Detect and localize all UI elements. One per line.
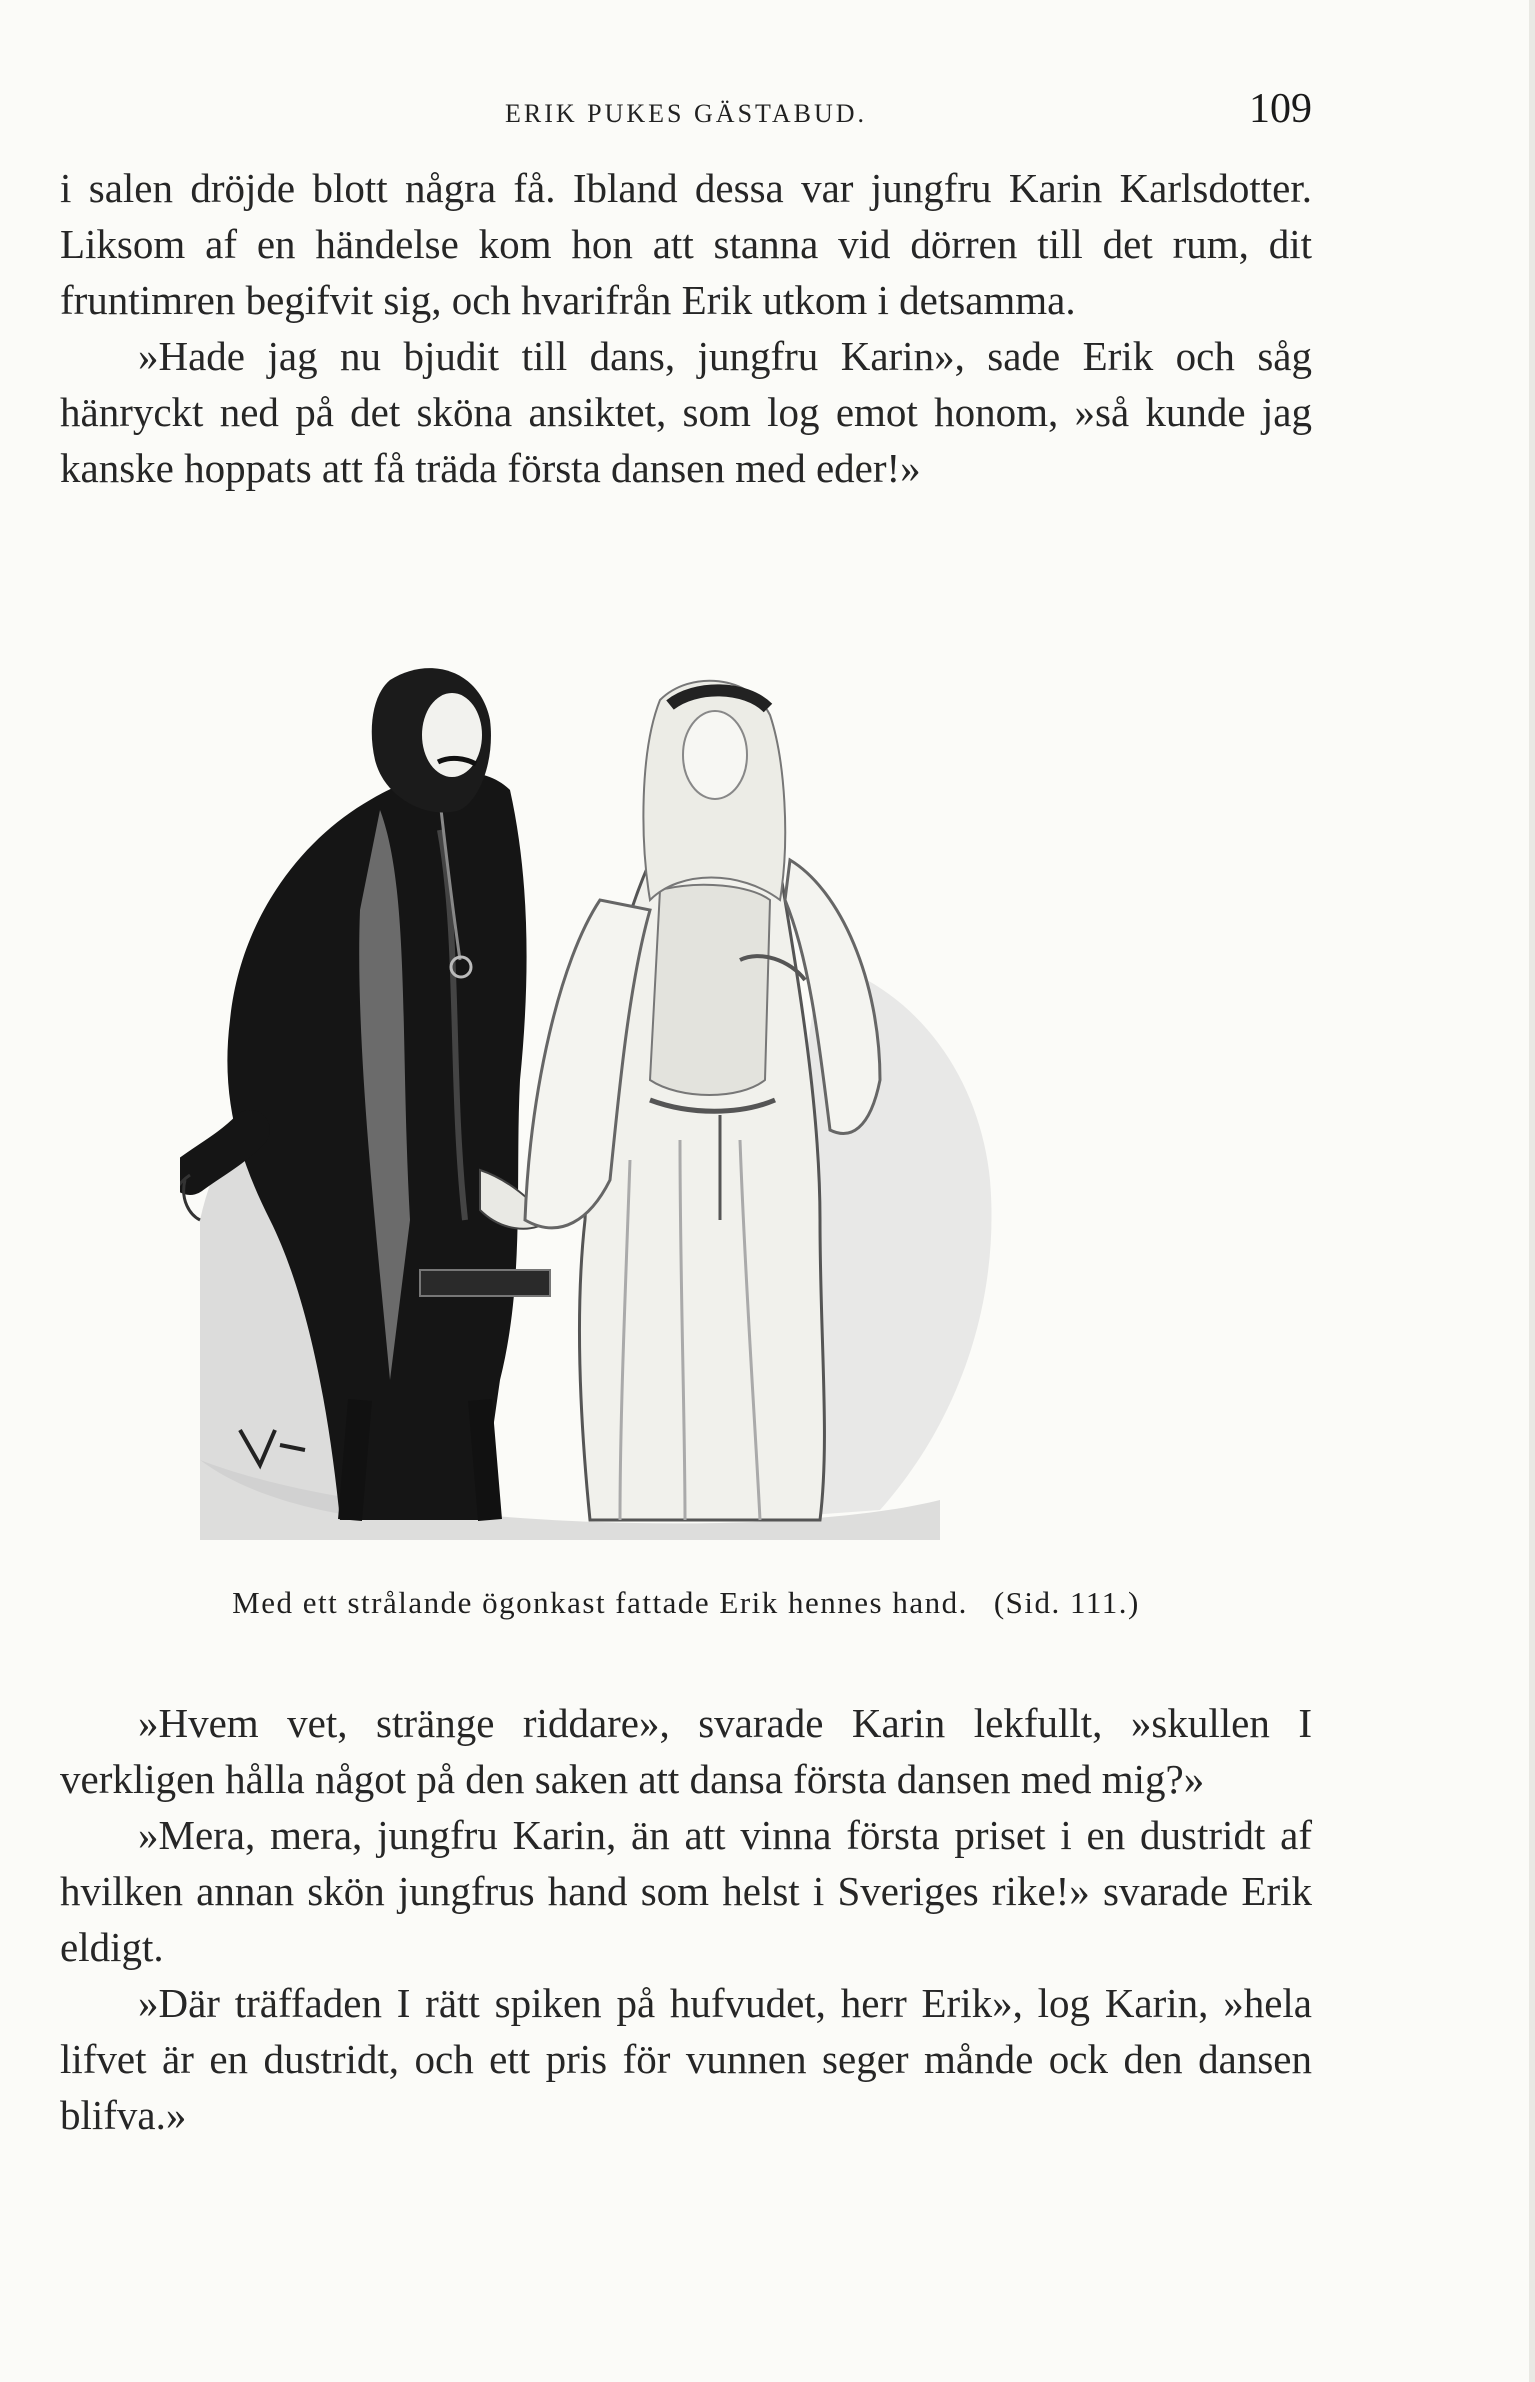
engraving-image	[180, 660, 1060, 1540]
caption-page-reference: (Sid. 111.)	[993, 1585, 1140, 1620]
text-block-bottom	[60, 1695, 1312, 2143]
paragraph: »Mera, mera, jungfru Karin, än att vinna första priset i en dustridt af hvilken annan skön jungfrus hand som helst i Sveriges rike!» svarade Erik eldigt.	[60, 1812, 1312, 1970]
paragraph: i salen dröjde blott några få. Ibland dessa var jungfru Karin Karlsdotter. Liksom af en händelse kom hon att stanna vid dörren till det rum, dit fruntimren begifvit sig, och hvarifrån Erik utkom i detsamma.	[60, 165, 1312, 323]
running-title: ERIK PUKES GÄSTABUD.	[505, 99, 867, 128]
caption-text: Med ett strålande ögonkast fattade Erik hennes hand.	[232, 1585, 968, 1620]
illustration	[180, 660, 1060, 1540]
woman-bodice	[650, 885, 770, 1095]
woman-face	[683, 711, 747, 799]
man-tunic-trim	[420, 1270, 550, 1296]
illustration-caption	[60, 1585, 1312, 1621]
text-block-top	[60, 160, 1312, 496]
paragraph: »Där träffaden I rätt spiken på hufvudet, herr Erik», log Karin, »hela lifvet är en dustridt, och ett pris för vunnen seger månde ock den dansen blifva.»	[60, 1980, 1312, 2138]
page-number: 109	[1249, 86, 1312, 132]
running-head	[60, 85, 1312, 145]
paragraph: »Hvem vet, stränge riddare», svarade Karin lekfullt, »skullen I verkligen hålla något på den saken att dansa första dansen med mig?»	[60, 1700, 1312, 1802]
paragraph: »Hade jag nu bjudit till dans, jungfru Karin», sade Erik och såg hänryckt ned på det sköna ansiktet, som log emot honom, »så kunde jag kanske hoppats att få träda första dansen med eder!»	[60, 333, 1312, 491]
